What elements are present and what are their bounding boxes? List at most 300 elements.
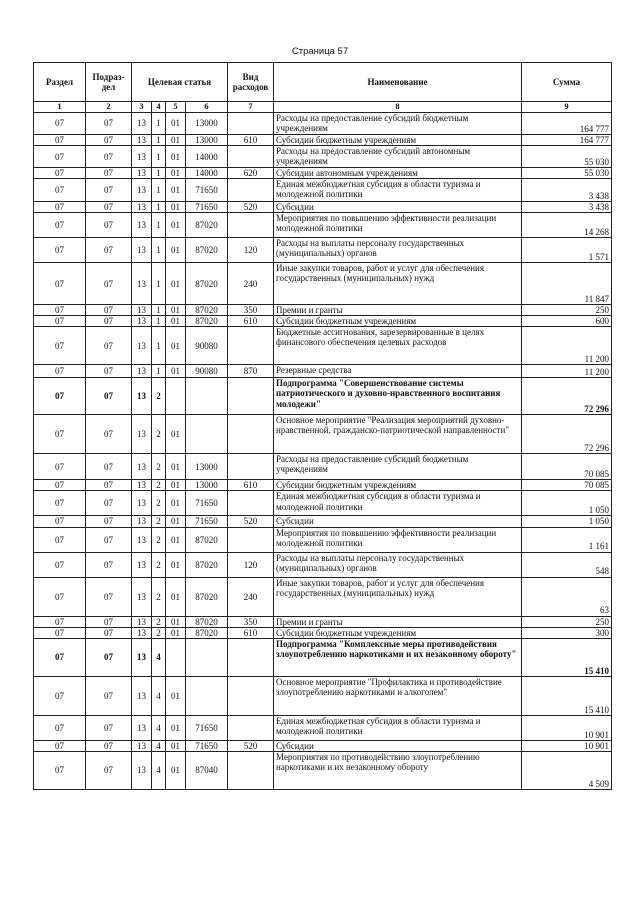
- expense-type-cell: 240: [228, 577, 274, 616]
- name-cell: Подпрограмма "Комплексные меры противодействия злоупотреблению наркотиками и их незаконному обороту": [274, 638, 522, 676]
- subprogram-cell: 2: [152, 378, 166, 415]
- amount-cell: 15 410: [522, 638, 612, 676]
- amount-cell: 4 509: [522, 751, 612, 789]
- table-row: [34, 616, 612, 627]
- activity-cell: 01: [166, 454, 186, 480]
- direction-cell: 87020: [186, 305, 228, 316]
- col-number: 7: [228, 102, 274, 113]
- expense-type-cell: 350: [228, 616, 274, 627]
- direction-cell: 87020: [186, 577, 228, 616]
- table-row: [34, 135, 612, 146]
- amount-cell: 1 161: [522, 527, 612, 552]
- subsection-cell: 07: [86, 715, 132, 740]
- program-cell: 13: [132, 213, 152, 238]
- section-cell: 07: [34, 146, 86, 168]
- direction-cell: 87020: [186, 213, 228, 238]
- section-cell: 07: [34, 113, 86, 135]
- direction-cell: 13000: [186, 480, 228, 491]
- subsection-cell: 07: [86, 516, 132, 527]
- section-cell: 07: [34, 415, 86, 454]
- expense-type-cell: [228, 715, 274, 740]
- section-cell: 07: [34, 676, 86, 715]
- section-cell: 07: [34, 316, 86, 327]
- program-cell: 13: [132, 577, 152, 616]
- subprogram-cell: 1: [152, 202, 166, 213]
- header-target-article: Целевая статья: [132, 63, 228, 102]
- subsection-cell: 07: [86, 627, 132, 638]
- section-cell: 07: [34, 365, 86, 378]
- subprogram-cell: 2: [152, 577, 166, 616]
- header-amount: Сумма: [522, 63, 612, 102]
- expense-type-cell: 520: [228, 516, 274, 527]
- subprogram-cell: 4: [152, 751, 166, 789]
- name-cell: Субсидии бюджетным учреждениям: [274, 316, 522, 327]
- direction-cell: 87020: [186, 527, 228, 552]
- direction-cell: 14000: [186, 146, 228, 168]
- expense-type-cell: 120: [228, 238, 274, 263]
- program-cell: 13: [132, 516, 152, 527]
- activity-cell: 01: [166, 135, 186, 146]
- table-row: [34, 516, 612, 527]
- header-expense-type: Вид расходов: [228, 63, 274, 102]
- section-cell: 07: [34, 516, 86, 527]
- name-cell: Мероприятия по противодействию злоупотреблению наркотиками и их незаконному обороту: [274, 751, 522, 789]
- expense-type-cell: [228, 146, 274, 168]
- program-cell: 13: [132, 135, 152, 146]
- section-cell: 07: [34, 305, 86, 316]
- program-cell: 13: [132, 415, 152, 454]
- table-row: [34, 638, 612, 676]
- subprogram-cell: 2: [152, 616, 166, 627]
- activity-cell: 01: [166, 238, 186, 263]
- section-cell: 07: [34, 327, 86, 365]
- program-cell: 13: [132, 627, 152, 638]
- name-cell: Субсидии бюджетным учреждениям: [274, 480, 522, 491]
- activity-cell: 01: [166, 263, 186, 305]
- table-row: [34, 552, 612, 577]
- table-row: [34, 179, 612, 202]
- col-number: 5: [166, 102, 186, 113]
- subsection-cell: 07: [86, 378, 132, 415]
- amount-cell: 11 847: [522, 263, 612, 305]
- subprogram-cell: 2: [152, 627, 166, 638]
- table-row: [34, 263, 612, 305]
- section-cell: 07: [34, 527, 86, 552]
- amount-cell: 55 030: [522, 146, 612, 168]
- expense-type-cell: 120: [228, 552, 274, 577]
- direction-cell: 71650: [186, 740, 228, 751]
- name-cell: Бюджетные ассигнования, зарезервированные в целях финансового обеспечения целевых расходов: [274, 327, 522, 365]
- activity-cell: 01: [166, 316, 186, 327]
- subprogram-cell: 1: [152, 135, 166, 146]
- subprogram-cell: 2: [152, 415, 166, 454]
- direction-cell: [186, 676, 228, 715]
- col-number: 6: [186, 102, 228, 113]
- direction-cell: 71650: [186, 202, 228, 213]
- expense-type-cell: [228, 415, 274, 454]
- section-cell: 07: [34, 378, 86, 415]
- subprogram-cell: 2: [152, 491, 166, 516]
- subsection-cell: 07: [86, 638, 132, 676]
- activity-cell: [166, 638, 186, 676]
- subsection-cell: 07: [86, 365, 132, 378]
- name-cell: Мероприятия по повышению эффективности реализации молодежной политики: [274, 213, 522, 238]
- activity-cell: 01: [166, 213, 186, 238]
- subsection-cell: 07: [86, 168, 132, 179]
- table-row: [34, 715, 612, 740]
- subsection-cell: 07: [86, 202, 132, 213]
- amount-cell: 250: [522, 616, 612, 627]
- subprogram-cell: 1: [152, 113, 166, 135]
- table-row: [34, 168, 612, 179]
- subsection-cell: 07: [86, 238, 132, 263]
- amount-cell: 164 777: [522, 113, 612, 135]
- name-cell: Премии и гранты: [274, 616, 522, 627]
- direction-cell: [186, 415, 228, 454]
- program-cell: 13: [132, 751, 152, 789]
- name-cell: Расходы на выплаты персоналу государственных (муниципальных) органов: [274, 552, 522, 577]
- expense-type-cell: [228, 491, 274, 516]
- table-row: [34, 305, 612, 316]
- amount-cell: 1 050: [522, 516, 612, 527]
- activity-cell: 01: [166, 168, 186, 179]
- name-cell: Субсидии бюджетным учреждениям: [274, 627, 522, 638]
- section-cell: 07: [34, 480, 86, 491]
- header-name: Наименование: [274, 63, 522, 102]
- activity-cell: 01: [166, 527, 186, 552]
- expense-type-cell: [228, 378, 274, 415]
- subsection-cell: 07: [86, 263, 132, 305]
- subprogram-cell: 1: [152, 238, 166, 263]
- subprogram-cell: 1: [152, 365, 166, 378]
- expense-type-cell: 610: [228, 135, 274, 146]
- program-cell: 13: [132, 552, 152, 577]
- activity-cell: 01: [166, 715, 186, 740]
- section-cell: 07: [34, 491, 86, 516]
- table-row: [34, 454, 612, 480]
- activity-cell: 01: [166, 516, 186, 527]
- expense-type-cell: 520: [228, 740, 274, 751]
- table-row: [34, 415, 612, 454]
- section-cell: 07: [34, 202, 86, 213]
- table-row: [34, 577, 612, 616]
- subprogram-cell: 2: [152, 516, 166, 527]
- activity-cell: 01: [166, 179, 186, 202]
- table-row: [34, 113, 612, 135]
- subsection-cell: 07: [86, 316, 132, 327]
- amount-cell: 11 200: [522, 327, 612, 365]
- program-cell: 13: [132, 202, 152, 213]
- amount-cell: 3 438: [522, 202, 612, 213]
- amount-cell: 72 296: [522, 415, 612, 454]
- activity-cell: 01: [166, 365, 186, 378]
- activity-cell: 01: [166, 740, 186, 751]
- amount-cell: 63: [522, 577, 612, 616]
- col-number: 8: [274, 102, 522, 113]
- name-cell: Субсидии: [274, 740, 522, 751]
- section-cell: 07: [34, 263, 86, 305]
- activity-cell: [166, 378, 186, 415]
- name-cell: Субсидии: [274, 516, 522, 527]
- expense-type-cell: [228, 179, 274, 202]
- subsection-cell: 07: [86, 415, 132, 454]
- amount-cell: 70 085: [522, 454, 612, 480]
- program-cell: 13: [132, 480, 152, 491]
- subsection-cell: 07: [86, 135, 132, 146]
- amount-cell: 11 200: [522, 365, 612, 378]
- direction-cell: 90080: [186, 327, 228, 365]
- subsection-cell: 07: [86, 751, 132, 789]
- table-row: [34, 480, 612, 491]
- name-cell: Единая межбюджетная субсидия в области туризма и молодежной политики: [274, 491, 522, 516]
- activity-cell: 01: [166, 552, 186, 577]
- section-cell: 07: [34, 454, 86, 480]
- section-cell: 07: [34, 168, 86, 179]
- activity-cell: 01: [166, 616, 186, 627]
- name-cell: Расходы на предоставление субсидий бюджетным учреждениям: [274, 113, 522, 135]
- program-cell: 13: [132, 316, 152, 327]
- amount-cell: 72 296: [522, 378, 612, 415]
- expense-type-cell: 620: [228, 168, 274, 179]
- name-cell: Резервные средства: [274, 365, 522, 378]
- page-number: Страница 57: [291, 46, 349, 57]
- expense-type-cell: 350: [228, 305, 274, 316]
- program-cell: 13: [132, 740, 152, 751]
- subprogram-cell: 1: [152, 316, 166, 327]
- direction-cell: 14000: [186, 168, 228, 179]
- subsection-cell: 07: [86, 454, 132, 480]
- header-row: [34, 63, 612, 102]
- subprogram-cell: 4: [152, 715, 166, 740]
- header-section: Раздел: [34, 63, 86, 102]
- amount-cell: 15 410: [522, 676, 612, 715]
- amount-cell: 1 050: [522, 491, 612, 516]
- subsection-cell: 07: [86, 179, 132, 202]
- expense-type-cell: 520: [228, 202, 274, 213]
- name-cell: Субсидии: [274, 202, 522, 213]
- program-cell: 13: [132, 179, 152, 202]
- section-cell: 07: [34, 213, 86, 238]
- subsection-cell: 07: [86, 146, 132, 168]
- subprogram-cell: 2: [152, 552, 166, 577]
- activity-cell: 01: [166, 577, 186, 616]
- header-subsection: Подраз-дел: [86, 63, 132, 102]
- direction-cell: 71650: [186, 516, 228, 527]
- subsection-cell: 07: [86, 616, 132, 627]
- column-number-row: [34, 102, 612, 113]
- section-cell: 07: [34, 135, 86, 146]
- name-cell: Расходы на выплаты персоналу государственных (муниципальных) органов: [274, 238, 522, 263]
- table-row: [34, 365, 612, 378]
- name-cell: Иные закупки товаров, работ и услуг для обеспечения государственных (муниципальных) нужд: [274, 263, 522, 305]
- subsection-cell: 07: [86, 676, 132, 715]
- activity-cell: 01: [166, 327, 186, 365]
- subprogram-cell: 1: [152, 168, 166, 179]
- subprogram-cell: 4: [152, 740, 166, 751]
- activity-cell: 01: [166, 627, 186, 638]
- section-cell: 07: [34, 740, 86, 751]
- name-cell: Единая межбюджетная субсидия в области туризма и молодежной политики: [274, 715, 522, 740]
- section-cell: 07: [34, 751, 86, 789]
- direction-cell: [186, 378, 228, 415]
- col-number: 4: [152, 102, 166, 113]
- expense-type-cell: 610: [228, 480, 274, 491]
- name-cell: Расходы на предоставление субсидий бюджетным учреждениям: [274, 454, 522, 480]
- name-cell: Основное мероприятие "Реализация мероприятий духовно-нравственной, гражданско-патриотической направленности": [274, 415, 522, 454]
- expense-type-cell: [228, 113, 274, 135]
- program-cell: 13: [132, 715, 152, 740]
- subsection-cell: 07: [86, 213, 132, 238]
- table-row: [34, 676, 612, 715]
- section-cell: 07: [34, 715, 86, 740]
- table-row: [34, 316, 612, 327]
- subsection-cell: 07: [86, 480, 132, 491]
- direction-cell: 71650: [186, 715, 228, 740]
- amount-cell: 70 085: [522, 480, 612, 491]
- expense-type-cell: [228, 676, 274, 715]
- expense-type-cell: 610: [228, 316, 274, 327]
- name-cell: Субсидии бюджетным учреждениям: [274, 135, 522, 146]
- program-cell: 13: [132, 365, 152, 378]
- name-cell: Подпрограмма "Совершенствование системы патриотического и духовно-нравственного воспитания молодежи": [274, 378, 522, 415]
- table-row: [34, 527, 612, 552]
- direction-cell: 87020: [186, 552, 228, 577]
- col-number: 1: [34, 102, 86, 113]
- amount-cell: 600: [522, 316, 612, 327]
- program-cell: 13: [132, 491, 152, 516]
- name-cell: Мероприятия по повышению эффективности реализации молодежной политики: [274, 527, 522, 552]
- activity-cell: 01: [166, 415, 186, 454]
- table-row: [34, 491, 612, 516]
- name-cell: Иные закупки товаров, работ и услуг для обеспечения государственных (муниципальных) нужд: [274, 577, 522, 616]
- activity-cell: 01: [166, 202, 186, 213]
- section-cell: 07: [34, 577, 86, 616]
- amount-cell: 10 901: [522, 715, 612, 740]
- amount-cell: 10 901: [522, 740, 612, 751]
- table-row: [34, 213, 612, 238]
- program-cell: 13: [132, 378, 152, 415]
- expense-type-cell: [228, 638, 274, 676]
- program-cell: 13: [132, 263, 152, 305]
- program-cell: 13: [132, 676, 152, 715]
- amount-cell: 55 030: [522, 168, 612, 179]
- subprogram-cell: 4: [152, 676, 166, 715]
- subsection-cell: 07: [86, 305, 132, 316]
- direction-cell: 13000: [186, 454, 228, 480]
- expense-type-cell: [228, 327, 274, 365]
- subprogram-cell: 1: [152, 213, 166, 238]
- subprogram-cell: 2: [152, 527, 166, 552]
- section-cell: 07: [34, 638, 86, 676]
- program-cell: 13: [132, 454, 152, 480]
- name-cell: Единая межбюджетная субсидия в области туризма и молодежной политики: [274, 179, 522, 202]
- activity-cell: 01: [166, 305, 186, 316]
- subsection-cell: 07: [86, 327, 132, 365]
- expense-type-cell: 870: [228, 365, 274, 378]
- section-cell: 07: [34, 552, 86, 577]
- activity-cell: 01: [166, 146, 186, 168]
- table-row: [34, 146, 612, 168]
- program-cell: 13: [132, 327, 152, 365]
- direction-cell: [186, 638, 228, 676]
- program-cell: 13: [132, 238, 152, 263]
- direction-cell: 87040: [186, 751, 228, 789]
- program-cell: 13: [132, 113, 152, 135]
- program-cell: 13: [132, 616, 152, 627]
- direction-cell: 71650: [186, 491, 228, 516]
- program-cell: 13: [132, 305, 152, 316]
- direction-cell: 71650: [186, 179, 228, 202]
- amount-cell: 164 777: [522, 135, 612, 146]
- col-number: 3: [132, 102, 152, 113]
- activity-cell: 01: [166, 480, 186, 491]
- col-number: 2: [86, 102, 132, 113]
- subprogram-cell: 1: [152, 179, 166, 202]
- activity-cell: 01: [166, 676, 186, 715]
- program-cell: 13: [132, 146, 152, 168]
- subprogram-cell: 4: [152, 638, 166, 676]
- section-cell: 07: [34, 179, 86, 202]
- direction-cell: 13000: [186, 135, 228, 146]
- table-row: [34, 327, 612, 365]
- direction-cell: 87020: [186, 616, 228, 627]
- direction-cell: 87020: [186, 238, 228, 263]
- subsection-cell: 07: [86, 491, 132, 516]
- activity-cell: 01: [166, 113, 186, 135]
- activity-cell: 01: [166, 751, 186, 789]
- direction-cell: 87020: [186, 316, 228, 327]
- table-row: [34, 378, 612, 415]
- budget-table: [33, 62, 612, 790]
- subsection-cell: 07: [86, 527, 132, 552]
- table-row: [34, 238, 612, 263]
- subsection-cell: 07: [86, 577, 132, 616]
- table-row: [34, 751, 612, 789]
- amount-cell: 14 268: [522, 213, 612, 238]
- activity-cell: 01: [166, 491, 186, 516]
- direction-cell: 13000: [186, 113, 228, 135]
- amount-cell: 3 438: [522, 179, 612, 202]
- name-cell: Расходы на предоставление субсидий автономным учреждениям: [274, 146, 522, 168]
- subprogram-cell: 2: [152, 480, 166, 491]
- expense-type-cell: [228, 213, 274, 238]
- subprogram-cell: 1: [152, 263, 166, 305]
- subsection-cell: 07: [86, 113, 132, 135]
- section-cell: 07: [34, 238, 86, 263]
- name-cell: Субсидии автономным учреждениям: [274, 168, 522, 179]
- section-cell: 07: [34, 627, 86, 638]
- direction-cell: 90080: [186, 365, 228, 378]
- expense-type-cell: [228, 454, 274, 480]
- section-cell: 07: [34, 616, 86, 627]
- amount-cell: 300: [522, 627, 612, 638]
- subprogram-cell: 1: [152, 146, 166, 168]
- expense-type-cell: [228, 751, 274, 789]
- name-cell: Основное мероприятие "Профилактика и противодействие злоупотреблению наркотиками и алкоголем": [274, 676, 522, 715]
- table-row: [34, 202, 612, 213]
- name-cell: Премии и гранты: [274, 305, 522, 316]
- subsection-cell: 07: [86, 740, 132, 751]
- amount-cell: 548: [522, 552, 612, 577]
- expense-type-cell: [228, 527, 274, 552]
- subprogram-cell: 2: [152, 454, 166, 480]
- amount-cell: 1 571: [522, 238, 612, 263]
- expense-type-cell: 610: [228, 627, 274, 638]
- table-row: [34, 740, 612, 751]
- program-cell: 13: [132, 168, 152, 179]
- table-row: [34, 627, 612, 638]
- direction-cell: 87020: [186, 627, 228, 638]
